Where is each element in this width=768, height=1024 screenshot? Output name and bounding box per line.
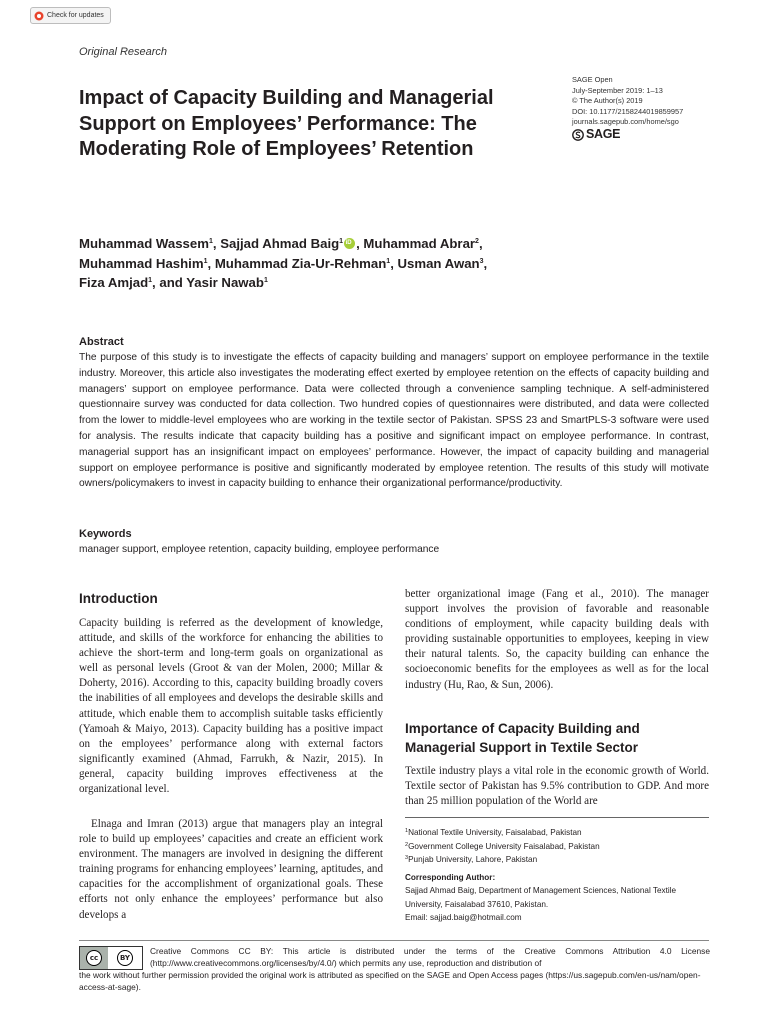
author-affiliation-mark: 1 [386,257,391,265]
license-divider [79,940,709,941]
author-name[interactable]: Muhammad Wassem [79,236,209,251]
author-affiliation-mark: 1 [208,238,213,245]
abstract-text: The purpose of this study is to investigate the effects of capacity building and managers’ support on employee performance in the textile industry. Moreover, this article also investigates the moderating effect exerted by employee retention on the effects of capacity building and managers’ support on employee performance. Data were collected through a convenience sampling technique. A self-administered questionnaire survey was conducted for data collection. Two hundred copies of questionnaires were distributed, and data were collected from the lower to middle-level employees who are working in the textile sector of Pakistan. SPSS 23 and SmartPLS-3 software were used for analysis. The results indicate that capacity building has a positive and significant impact on employee performance. In contrast, managerial support has an insignificant impact on employees’ performance. However, the impact of capacity building and managerial support on employee performance is positive and significantly moderated by employee retention. The results of this study will motivate owners/policymakers to invest in capacity building to enhance their organizational performance/productivity. [79,352,709,490]
author-separator: , [212,236,221,251]
author-affiliation-mark: 3 [479,257,484,265]
affiliation-item [405,826,715,840]
abstract-heading: Abstract [79,336,124,348]
author-name[interactable]: Usman Awan [397,255,480,271]
author-name[interactable]: Muhammad Zia-Ur-Rehman [214,255,387,271]
keywords-text: manager support, employee retention, capacity building, employee performance [79,544,440,555]
author-name[interactable]: Sajjad Ahmad Baig [220,236,340,251]
author-affiliation-mark: 1 [263,277,268,284]
journal-meta [572,75,742,141]
author-separator: , [478,236,483,251]
author-separator: , [207,255,215,271]
check-for-updates-label: Check for updates [47,12,104,19]
sage-logo [572,129,742,141]
introduction-paragraph: Elnaga and Imran (2013) argue that managers play an integral role to build up employees’ capacities and create an efficient work environment. The managers are involved in designing the different training programs for enhancing employees’ learning, aptitudes, and capacities for the accomplishment of organizational goals. These efforts not only enhance the employees’ performance but also develops a [79,818,383,921]
author-separator: , [390,255,398,271]
author-affiliation-mark: 1 [339,238,344,245]
journal-name: SAGE Open [572,75,613,84]
check-for-updates-button[interactable] [30,7,111,24]
author-name[interactable]: Muhammad Hashim [79,255,204,271]
license-text: Creative Commons CC BY: This article is distributed under the terms of the Creative Commons Attribution 4.0 License (http://www.creativecommons.org/licenses/by/4.0/) which permits any use, reproduction and distribution of [150,946,710,969]
corresponding-author-details: Sajjad Ahmad Baig, Department of Management Sciences, National Textile University, Faisalabad 37610, Pakistan. [405,886,677,909]
footnote-divider [405,817,709,818]
author-separator: , [483,255,488,271]
affiliation-text: Government College University Faisalabad, Pakistan [408,841,600,851]
orcid-icon[interactable] [344,238,355,249]
introduction-heading: Introduction [79,591,158,606]
copyright: © The Author(s) 2019 [572,96,643,105]
introduction-paragraph: Capacity building is referred as the development of knowledge, attitude, and skills of the workforce for enhancing the abilities to achieve the short-term and long-term goals on organizational as well as personal levels (Groot & van der Molen, 2000; Millar & Doherty, 2016). According to this, capacity building broadly covers the inabilities of all employees and develops the desirable skills and attitude, which enable them to accomplish suitable tasks efficiently (Yamoah & Maiyo, 2013). Capacity building has a positive impact on the employees’ performance along with external factors significantly examined (Ahmad, Farrukh, & Nazir, 2015). In general, capacity building improves effectiveness at the organizational level. [79,617,383,796]
affiliation-number: 2 [405,841,409,848]
importance-heading: Importance of Capacity Building and Managerial Support in Textile Sector [405,721,640,755]
affiliation-text: National Textile University, Faisalabad, Pakistan [408,828,582,837]
author-separator: , [356,236,364,251]
cc-icon-panel [80,947,108,969]
journal-issue: July-September 2019: 1–13 [572,85,663,95]
corresponding-author-heading: Corresponding Author: [405,872,496,882]
author-affiliation-mark: 2 [475,238,479,245]
by-icon-panel [108,947,142,969]
creative-commons-icon: cc [86,950,102,966]
doi-link[interactable]: DOI: 10.1177/2158244019859957 [572,106,684,116]
author-name[interactable]: Yasir Nawab [186,275,264,290]
article-type-label: Original Research [79,46,168,58]
license-text-continued: the work without further permission provided the original work is attributed as specified on the SAGE and Open Access pages (https://us.sagepub.com/en-us/nam/open-access-at-sage). [79,970,701,993]
author-name[interactable]: Fiza Amjad [79,275,149,290]
author-affiliation-mark: 1 [148,277,153,284]
affiliation-number: 3 [405,855,409,861]
affiliation-item [405,853,715,867]
cc-by-badge[interactable] [79,946,143,970]
affiliation-number: 1 [405,828,409,834]
affiliations-block [405,826,715,925]
article-title: Impact of Capacity Building and Managerial Support on Employees’ Performance: The Moderating Role of Employees’ Retention [79,87,494,160]
journal-url-link[interactable]: journals.sagepub.com/home/sgo [572,117,679,126]
affiliation-item [405,840,715,854]
corresponding-author-email[interactable]: Email: sajjad.baig@hotmail.com [405,913,522,922]
affiliation-text: Punjab University, Lahore, Pakistan [408,855,538,864]
importance-paragraph: Textile industry plays a vital role in the economic growth of World. Textile sector of Pakistan has 9.5% contribution to GDP. And more than 25 million population of the World are [405,765,709,808]
author-list [79,234,559,293]
introduction-paragraph-continued: better organizational image (Fang et al., 2010). The manager support involves the provision of favorable and reasonable conditions of employment, while capacity building deals with providing sustainable opportunities to employees, keeping in view their natural talents. So, the capacity building can enhance the socioeconomic benefits for the employees as well as for the local industry (Hu, Rao, & Sun, 2006). [405,588,709,691]
author-name[interactable]: Muhammad Abrar [363,236,476,251]
attribution-icon: BY [117,950,133,966]
sage-logo-icon [572,129,584,141]
update-icon [34,11,44,21]
keywords-heading: Keywords [79,528,132,540]
sage-logo-text: SAGE [586,127,621,142]
author-separator: , and [152,275,187,290]
author-affiliation-mark: 1 [203,257,208,265]
